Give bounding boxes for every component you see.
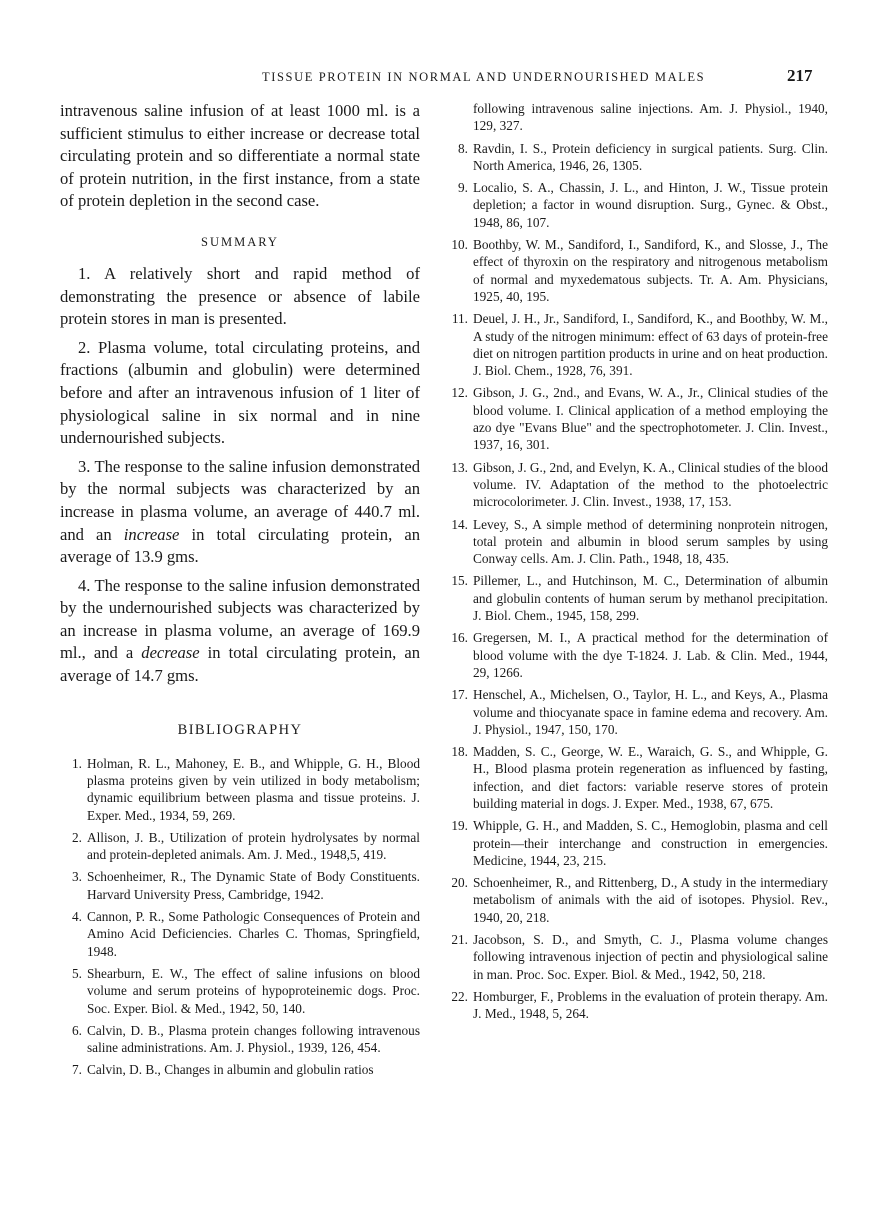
reference-number: 9.: [458, 180, 468, 196]
summary-item-3-part-b: in total circulating protein, an average of 13.9 gms.: [60, 524, 420, 567]
summary-item-3-part-a: 3. The response to the saline infusion demonstrated by the normal subjects was characterized by an increase in plasma volume, an average of 440.7 ml. and an: [60, 456, 420, 544]
reference-12: [446, 384, 828, 453]
reference-text: Boothby, W. M., Sandiford, I., Sandiford, K., and Slosse, J., The effect of thyroxin on the respiratory and nitrogenous metabolism of normal and myxedematous subjects. Tr. A. Am. Physicians, 1925, 40, 195.: [473, 237, 828, 304]
reference-text: Schoenheimer, R., The Dynamic State of Body Constituents. Harvard University Press, Cambridge, 1942.: [87, 869, 420, 902]
intro-paragraph: intravenous saline infusion of at least 1000 ml. is a sufficient stimulus to either increase or decrease total circulating protein and so differentiate a normal state of protein nutrition, in the first instance, from a state of protein depletion in the second case.: [60, 101, 420, 211]
reference-number: 17.: [451, 687, 468, 703]
reference-8: [446, 140, 828, 175]
summary-heading: SUMMARY: [201, 234, 279, 249]
reference-21: [446, 931, 828, 983]
summary-item-4-emphasis: decrease: [141, 643, 200, 663]
reference-number: 12.: [451, 385, 468, 401]
reference-text: Whipple, G. H., and Madden, S. C., Hemoglobin, plasma and cell protein—their interchange and construction in emergencies. Medicine, 1944, 23, 215.: [473, 818, 828, 868]
reference-22: [446, 988, 828, 1023]
reference-number: 8.: [458, 140, 468, 156]
reference-5: [60, 965, 420, 1017]
reference-number: 3.: [72, 869, 82, 885]
reference-number: 20.: [451, 875, 468, 891]
reference-11: [446, 310, 828, 379]
reference-6: [60, 1022, 420, 1057]
reference-text: Ravdin, I. S., Protein deficiency in surgical patients. Surg. Clin. North America, 1946, 26, 1305.: [473, 140, 828, 173]
left-column: [60, 100, 420, 1084]
reference-7: [60, 1061, 420, 1078]
reference-text: Schoenheimer, R., and Rittenberg, D., A study in the intermediary metabolism of animals with the aid of isotopes. Physiol. Rev., 1940, 20, 218.: [473, 875, 828, 925]
summary-item-2: 2. Plasma volume, total circulating proteins, and fractions (albumin and globulin) were determined before and after an intravenous infusion of 1 liter of physiological saline in six normal and in nine undernourished subjects.: [60, 337, 420, 448]
summary-item-4-part-b: in total circulating protein, an average of 14.7 gms.: [60, 643, 420, 686]
page-number: 217: [787, 66, 813, 85]
reference-text: Gibson, J. G., 2nd., and Evans, W. A., Jr., Clinical studies of the blood volume. I. Clinical application of a method employing the azo dye "Evans Blue" and the spectrophotometer. J. Clin. Invest., 1937, 16, 301.: [473, 385, 828, 453]
reference-text: Cannon, P. R., Some Pathologic Consequences of Protein and Amino Acid Deficiencies. Charles C. Thomas, Springfield, 1948.: [87, 909, 420, 959]
reference-20: [446, 874, 828, 926]
reference-text: Pillemer, L., and Hutchinson, M. C., Determination of albumin and globulin contents of human serum by methanol precipitation. J. Biol. Chem., 1945, 158, 299.: [473, 573, 828, 624]
reference-text: Homburger, F., Problems in the evaluation of protein therapy. Am. J. Med., 1948, 5, 264.: [473, 988, 828, 1022]
reference-text: Allison, J. B., Utilization of protein hydrolysates by normal and protein-depleted animals. Am. J. Med., 1948,5, 419.: [87, 829, 420, 863]
reference-19: [446, 817, 828, 869]
reference-text: Shearburn, E. W., The effect of saline infusions on blood volume and serum proteins of hypoproteinemic dogs. Proc. Soc. Exper. Biol. & Med., 1942, 50, 140.: [87, 965, 420, 1016]
reference-text: Calvin, D. B., Changes in albumin and globulin ratios: [87, 1062, 374, 1078]
reference-text: Levey, S., A simple method of determining nonprotein nitrogen, total protein and albumin in blood serum samples by using Conway cells. Am. J. Clin. Path., 1948, 18, 435.: [473, 516, 828, 567]
reference-4: [60, 908, 420, 960]
reference-number: 22.: [451, 988, 468, 1004]
reference-text: Jacobson, S. D., and Smyth, C. J., Plasma volume changes following intravenous injection of pectin and physiological saline in man. Proc. Soc. Exper. Biol. & Med., 1942, 50, 218.: [473, 932, 828, 982]
reference-number: 7.: [72, 1062, 82, 1078]
reference-text: Madden, S. C., George, W. E., Waraich, G. S., and Whipple, G. H., Blood plasma protein regeneration as influenced by fasting, infection, and diet factors: variable reserve stores of protein building material in dogs. J. Exper. Med., 1938, 67, 675.: [473, 744, 828, 811]
reference-18: [446, 743, 828, 812]
running-header: [0, 66, 880, 90]
summary-item-1: 1. A relatively short and rapid method of demonstrating the presence or absence of labile protein stores in man is presented.: [60, 263, 420, 329]
reference-14: [446, 516, 828, 568]
reference-number: 6.: [72, 1022, 82, 1038]
reference-text: Henschel, A., Michelsen, O., Taylor, H. L., and Keys, A., Plasma volume and thiocyanate space in famine edema and recovery. Am. J. Physiol., 1947, 150, 170.: [473, 687, 828, 737]
reference-1: [60, 755, 420, 824]
reference-text: Gregersen, M. I., A practical method for the determination of blood volume with the dye T-1824. J. Lab. & Clin. Med., 1944, 29, 1266.: [473, 630, 828, 680]
summary-item-4: [60, 575, 420, 688]
reference-3: [60, 868, 420, 903]
summary-item-3-emphasis: increase: [123, 524, 180, 544]
reference-number: 10.: [451, 237, 468, 253]
reference-number: 15.: [451, 573, 468, 589]
reference-text: Gibson, J. G., 2nd, and Evelyn, K. A., Clinical studies of the blood volume. IV. Adaptation of the method to the photoelectric microcolorimeter. J. Clin. Invest., 1938, 17, 153.: [473, 459, 828, 510]
running-title: TISSUE PROTEIN IN NORMAL AND UNDERNOURISHED MALES: [262, 70, 706, 84]
reference-number: 18.: [451, 744, 468, 760]
reference-16: [446, 629, 828, 681]
reference-number: 5.: [72, 965, 82, 981]
reference-number: 13.: [451, 459, 468, 475]
reference-number: 14.: [451, 516, 468, 532]
reference-text: Localio, S. A., Chassin, J. L., and Hinton, J. W., Tissue protein depletion; a factor in wound disruption. Surg., Gynec. & Obst., 1948, 86, 107.: [473, 180, 828, 230]
reference-13: [446, 459, 828, 511]
reference-text: Deuel, J. H., Jr., Sandiford, I., Sandiford, K., and Boothby, W. M., A study of the nitrogen minimum: effect of 63 days of protein-free diet on nitrogen partition products in urine and on heat production. J. Biol. Chem., 1928, 76, 391.: [473, 311, 828, 379]
summary-item-4-part-a: 4. The response to the saline infusion demonstrated by the undernourished subjects was characterized by an increase in plasma volume, an average of 169.9 ml., and a: [60, 575, 420, 663]
reference-number: 19.: [451, 818, 468, 834]
bibliography-heading: BIBLIOGRAPHY: [177, 721, 303, 738]
reference-number: 11.: [451, 311, 468, 327]
reference-9: [446, 179, 828, 231]
reference-text: Calvin, D. B., Plasma protein changes following intravenous saline administrations. Am. J. Physiol., 1939, 126, 454.: [87, 1022, 420, 1056]
reference-number: 21.: [451, 932, 468, 948]
reference-2: [60, 829, 420, 864]
reference-number: 4.: [72, 909, 82, 925]
right-column: [446, 100, 828, 1028]
reference-text: Holman, R. L., Mahoney, E. B., and Whipple, G. H., Blood plasma proteins given by vein utilized in body metabolism; dynamic equilibrium between plasma and tissue proteins. J. Exper. Med., 1934, 59, 269.: [87, 755, 420, 823]
reference-15: [446, 572, 828, 624]
reference-17: [446, 686, 828, 738]
reference-number: 1.: [72, 755, 82, 771]
summary-item-3: [60, 456, 420, 569]
reference-7-continuation: following intravenous saline injections. Am. J. Physiol., 1940, 129, 327.: [473, 101, 828, 134]
reference-number: 16.: [451, 630, 468, 646]
reference-10: [446, 236, 828, 305]
reference-number: 2.: [72, 829, 82, 845]
